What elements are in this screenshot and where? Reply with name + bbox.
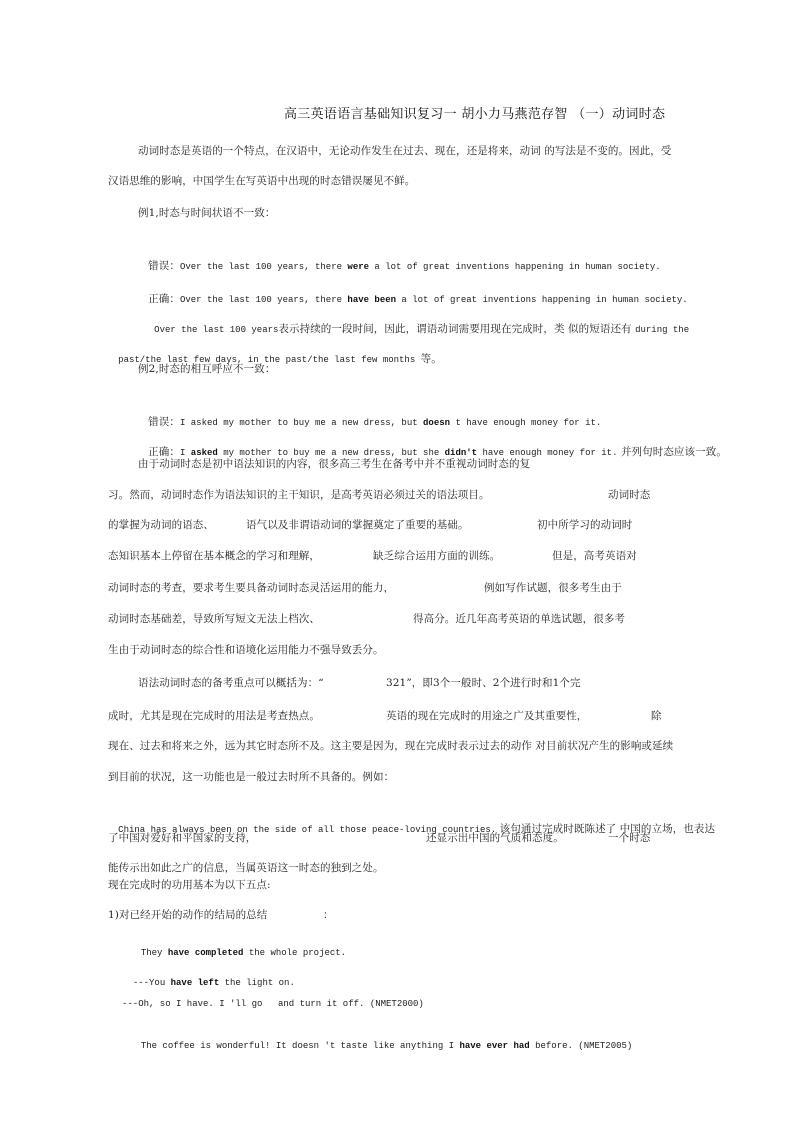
para3-line-2a: 了中国对爱好和平国家的支持，	[108, 832, 257, 844]
para2-line-4: 到目前的状况，这一功能也是一般过去时所不具备的。例如：	[108, 771, 395, 783]
example-c-1: ---Oh, so I have. I 'll go	[122, 999, 263, 1009]
example-c-2: and turn it off. (NMET2000)	[278, 999, 424, 1009]
para3-line-4: 现在完成时的功用基本为以下五点:	[108, 879, 271, 891]
para1-line-6b: 得高分。近几年高考英语的单选试题，很多考	[413, 613, 625, 625]
wrong-sentence-end: a lot of great inventions happening in human society.	[369, 262, 661, 272]
para3-line-2b: 还显示出中国的气质和态度。	[426, 832, 564, 844]
point-1-label: 1)对已经开始的动作的结局的总结	[108, 909, 268, 921]
para1-line-4a: 态知识基本上停留在基本概念的学习和理解，	[108, 550, 320, 562]
para1-line-2b: 动词时态	[608, 489, 651, 501]
para2-line-1a: 语法动词时态的备考重点可以概括为：“	[138, 677, 324, 689]
para1-line-1: 由于动词时态是初中语法知识的内容，很多高三考生在备考中并不重视动词时态的复	[138, 458, 531, 470]
para3-line-2c: 一个时态	[608, 832, 651, 844]
page-title: 高三英语语言基础知识复习一 胡小力马燕范存智 （一）动词时态	[284, 107, 666, 122]
note-phrase: Over the last 100 years	[154, 325, 279, 335]
right-sentence-end: have enough money for it.	[477, 448, 618, 458]
example-1-right	[138, 273, 688, 305]
example-2-right	[138, 426, 727, 458]
right-verb-2: didn't	[444, 448, 478, 458]
para2-line-3: 现在、过去和将来之外，远为其它时态所不及。这主要是因为，现在完成时表示过去的动作 对目前状况产生的影响或延续	[108, 740, 674, 752]
note-phrases: past/the last few days, in the past/the last few months	[118, 355, 421, 365]
example-b-start: ---You	[132, 978, 171, 988]
wrong-verb: doesn	[423, 418, 451, 428]
intro-line-2: 汉语思维的影响，中国学生在写英语中出现的时态错误屡见不鲜。	[108, 175, 416, 187]
para1-line-4b: 缺乏综合运用方面的训练。	[373, 550, 501, 562]
right-verb: have been	[347, 295, 397, 305]
para1-line-3a: 的掌握为动词的语态、	[108, 519, 214, 531]
example-d-verb: have ever had	[459, 1041, 530, 1051]
para1-line-3c: 初中所学习的动词时	[537, 519, 633, 531]
wrong-sentence-start: Over the last 100 years, there	[179, 262, 348, 272]
example-1-note-2	[108, 333, 442, 365]
example-b-verb: have left	[170, 978, 220, 988]
para1-line-7: 生由于动词时态的综合性和语境化运用能力不强导致丢分。	[108, 644, 384, 656]
right-sentence-start: Over the last 100 years, there	[179, 295, 348, 305]
example-1-heading: 例1,时态与时间状语不一致：	[138, 207, 276, 219]
para1-line-3b: 语气以及非谓语动词的掌握奠定了重要的基础。	[246, 519, 469, 531]
para1-line-5b: 例如写作试题，很多考生由于	[484, 582, 622, 594]
wrong-label: 错误：	[148, 416, 180, 428]
example-d-start: The coffee is wonderful! It doesn 't taste like anything I	[140, 1041, 460, 1051]
para1-line-4c: 但是，高考英语对	[552, 550, 637, 562]
para3-line-1	[108, 803, 715, 835]
wrong-verb: were	[347, 262, 370, 272]
wrong-sentence-end: t have enough money for it.	[450, 418, 602, 428]
wrong-sentence-start: I asked my mother to buy me a new dress, but	[179, 418, 424, 428]
example-comment: 该句通过完成时既陈述了 中国的立场，也表达	[496, 823, 716, 835]
example-a-verb: have completed	[167, 948, 244, 958]
right-label: 正确：	[148, 446, 180, 458]
example-1-wrong	[138, 240, 661, 272]
right-label: 正确：	[148, 293, 180, 305]
para1-line-5a: 动词时态的考查，要求考生要具备动词时态灵活运用的能力，	[108, 582, 395, 594]
right-subject: I	[179, 448, 191, 458]
para1-line-2a: 习。然而，动词时态作为语法知识的主干知识，是高考英语必须过关的语法项目。	[108, 489, 490, 501]
example-2-heading: 例2,时态的相互呼应不一致：	[138, 363, 276, 375]
para2-line-2a: 成时，尤其是现在完成时的用法是考查热点。	[108, 710, 320, 722]
para2-line-1b: 321”，即3个一般时、2个进行时和1个完	[386, 677, 581, 689]
example-a-end: the whole project.	[243, 948, 347, 958]
example-b	[122, 970, 295, 988]
para2-line-2c: 除	[651, 710, 662, 722]
para3-line-3: 能传示出如此之广的信息，当属英语这一时态的独到之处。	[108, 862, 384, 874]
note-text: 表示持续的一段时间，因此，谓语动词需要用现在完成时，类 似的短语还有	[278, 323, 636, 335]
note-phrase-2: during the	[635, 325, 690, 335]
example-sentence: China has always been on the side of all those peace-loving countries.	[118, 825, 497, 835]
example-2-wrong	[138, 396, 601, 428]
wrong-label: 错误：	[148, 260, 180, 272]
example-1-note-1	[144, 303, 689, 335]
example-d-end: before. (NMET2005)	[529, 1041, 633, 1051]
para1-line-6a: 动词时态基础差，导致所写短文无法上档次、	[108, 613, 320, 625]
right-verb-1: asked	[190, 448, 218, 458]
right-sentence-end: a lot of great inventions happening in human society.	[396, 295, 688, 305]
point-1-colon: ：	[323, 909, 334, 921]
right-sentence-mid: my mother to buy me a new dress, but she	[217, 448, 445, 458]
example-d	[130, 1033, 632, 1051]
right-comment: 并列句时态应该一致。	[617, 446, 727, 458]
example-a-start: They	[140, 948, 168, 958]
para2-line-2b: 英语的现在完成时的用途之广及其重要性，	[386, 710, 588, 722]
example-b-end: the light on.	[219, 978, 295, 988]
note-suffix: 等。	[420, 353, 442, 365]
intro-line-1: 动词时态是英语的一个特点，在汉语中，无论动作发生在过去、现在，还是将来，动词 的写法是不变的。因此，受	[138, 145, 672, 157]
example-a	[130, 940, 346, 958]
